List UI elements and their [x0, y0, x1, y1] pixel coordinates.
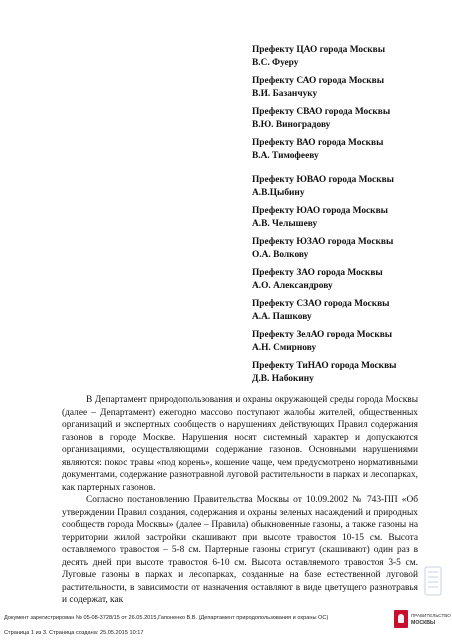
addressee-item: [252, 75, 447, 101]
addressee-item: [252, 298, 447, 324]
addressee-title: Префекту ТиНАО города Москвы: [252, 361, 397, 371]
addressee-item: [252, 137, 447, 163]
addressee-name: А.О. Александрову: [252, 281, 333, 291]
addressee-block: [252, 44, 447, 386]
addressee-name: О.А. Волкову: [252, 250, 309, 260]
addressee-item: [252, 205, 447, 231]
addressee-item: [252, 174, 447, 200]
addressee-item: [252, 44, 447, 70]
addressee-name: В.С. Фуеру: [252, 58, 299, 68]
addressee-name: А.В.Цыбину: [252, 188, 305, 198]
addressee-title: Префекту САО города Москвы: [252, 76, 385, 86]
moscow-emblem-icon: [394, 610, 408, 628]
addressee-title: Префекту СЗАО города Москвы: [252, 299, 390, 309]
addressee-title: Префекту СВАО города Москвы: [252, 107, 391, 117]
body-paragraph: В Департамент природопользования и охраны окружающей среды города Москвы (далее – Департамент) ежегодно массово поступают жалобы жителей, общественных организаций и экспертных сообществ о нарушениях действующих Правил содержания газонов в городе Москве. Нарушения носят системный характер и допускаются организациями, осуществляющими содержание газонов. Основными нарушениями являются: покос травы «под корень», кошение чаще, чем предусмотрено нормативными документами, содержание разнотравной луговой растительности в парках и лесопарках, как партерных газонов.: [62, 395, 418, 493]
addressee-item: [252, 267, 447, 293]
body-paragraph: Согласно постановлению Правительства Москвы от 10.09.2002 № 743-ПП «Об утверждении Правил создания, содержания и охраны зеленых насаждений и природных сообществ города Москвы» (далее – Правила) обыкновенные газоны, а также газоны на территории жилой застройки скашивают при высоте травостоя 10-15 см. Высота оставляемого травостоя – 5-8 см. Партерные газоны стригут (скашивают) один раз в десять дней при высоте травостоя 6-10 см. Высота оставляемого травостоя 3-5 см. Луговые газоны в парках и лесопарках, созданные на базе естественной луговой растительности, в зависимости от назначения оставляют в виде цветущего разнотравья и содержат, как: [62, 495, 418, 605]
document-footer: [0, 600, 452, 640]
logo-line-1: ПРАВИТЕЛЬСТВО: [411, 613, 451, 618]
addressee-item: [252, 329, 447, 355]
addressee-name: А.Н. Смирнову: [252, 343, 317, 353]
addressee-title: Префекту ЗелАО города Москвы: [252, 330, 393, 340]
addressee-name: В.А. Тимофееву: [252, 151, 319, 161]
addressee-title: Префекту ВАО города Москвы: [252, 138, 384, 148]
addressee-item: [252, 236, 447, 262]
letter-body: [62, 394, 418, 607]
government-logo: [394, 608, 451, 636]
logo-line-2: МОСКВЫ: [411, 620, 436, 626]
addressee-item: [252, 360, 447, 386]
stamp-mark-icon: [424, 566, 442, 596]
addressee-title: Префекту ЗАО города Москвы: [252, 268, 383, 278]
addressee-title: Префекту ЮЗАО города Москвы: [252, 237, 394, 247]
addressee-name: В.И. Базанчуку: [252, 89, 318, 99]
addressee-name: А.А. Пашкову: [252, 312, 312, 322]
addressee-title: Префекту ЮАО города Москвы: [252, 206, 388, 216]
addressee-name: А.В. Челышеву: [252, 219, 318, 229]
addressee-name: В.Ю. Виноградову: [252, 120, 331, 130]
registration-note: Документ зарегистрирован № 05-08-3728/15 от 26.05.2015,Гапоненко В.В. (Департамент природопользования и охраны ОС): [4, 615, 329, 621]
addressee-item: [252, 106, 447, 132]
addressee-title: Префекту ЮВАО города Москвы: [252, 175, 394, 185]
addressee-name: Д.В. Набокину: [252, 374, 314, 384]
page-info: Страница 1 из 3. Страница создана: 25.05.2015 10:17: [4, 630, 144, 636]
addressee-title: Префекту ЦАО города Москвы: [252, 45, 386, 55]
